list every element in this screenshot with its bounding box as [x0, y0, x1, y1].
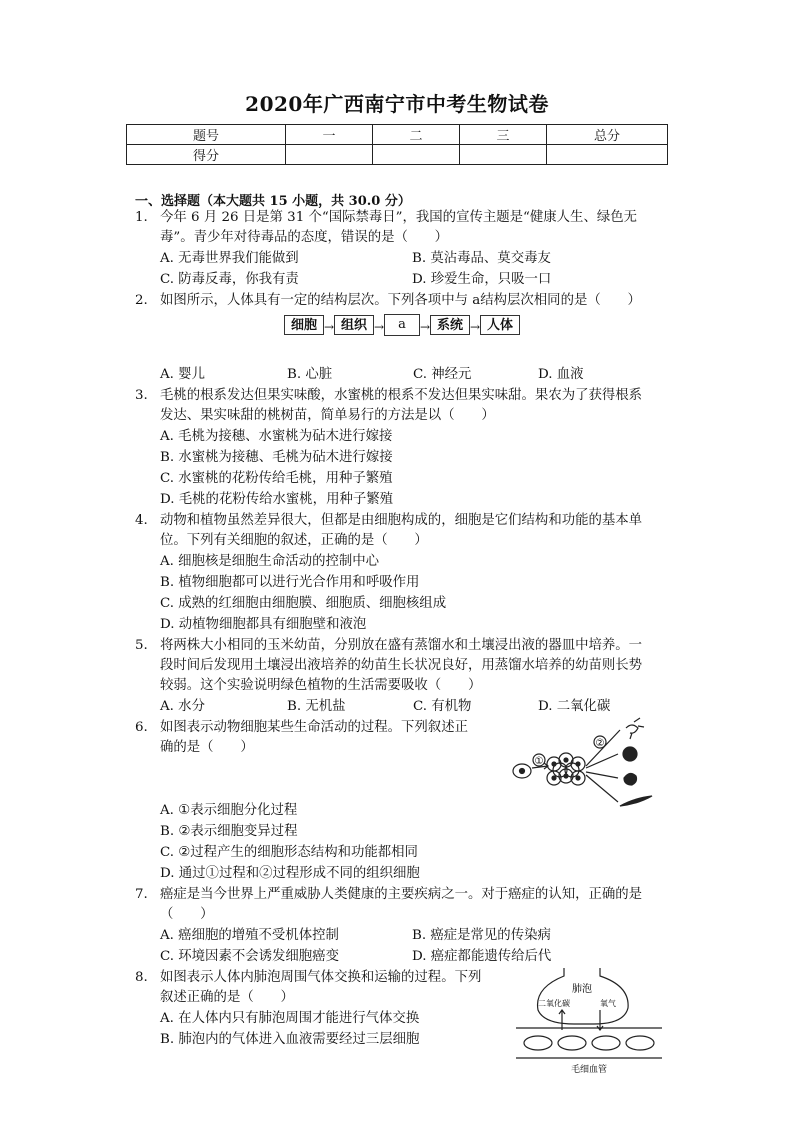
- alveolus-outline: [538, 968, 629, 1024]
- option-b[interactable]: B. 莫沾毒品、莫交毒友: [412, 251, 551, 266]
- option-c[interactable]: C. 神经元: [413, 367, 472, 382]
- table-cell: [373, 145, 460, 165]
- question-number: 3.: [135, 388, 148, 403]
- question-number: 1.: [135, 210, 148, 225]
- option-c[interactable]: C. 成熟的红细胞由细胞膜、细胞质、细胞核组成: [160, 596, 447, 611]
- alveolus-gas-exchange-figure: [514, 966, 664, 1078]
- question-stem: 段时间后发现用土壤浸出液培养的幼苗生长状况良好，用蒸馏水培养的幼苗则长势: [160, 658, 643, 673]
- option-c[interactable]: C. ②过程产生的细胞形态结构和功能都相同: [160, 845, 418, 860]
- option-a[interactable]: A. ①表示细胞分化过程: [160, 803, 298, 818]
- option-a[interactable]: A. 毛桃为接穗、水蜜桃为砧木进行嫁接: [160, 429, 393, 444]
- flow-box: a: [384, 314, 420, 336]
- option-a[interactable]: A. 在人体内只有肺泡周围才能进行气体交换: [160, 1011, 420, 1026]
- question-stem: 癌症是当今世界上严重威胁人类健康的主要疾病之一。对于癌症的认知，正确的是: [160, 887, 643, 902]
- figure-label: 毛细血管: [570, 1065, 608, 1075]
- option-c[interactable]: C. 环境因素不会诱发细胞癌变: [160, 949, 339, 964]
- option-d[interactable]: D. 珍爱生命，只吸一口: [412, 272, 552, 287]
- question-stem: 如图表示人体内肺泡周围气体交换和运输的过程。下列: [160, 970, 482, 985]
- question-number: 5.: [135, 638, 148, 653]
- question-stem: 较弱。这个实验说明绿色植物的生活需要吸收（ ）: [160, 678, 482, 693]
- option-b[interactable]: B. 无机盐: [287, 699, 346, 714]
- question-stem: 毒”。青少年对待毒品的态度，错误的是（ ）: [160, 230, 449, 245]
- table-cell: [547, 145, 668, 165]
- option-b[interactable]: B. 植物细胞都可以进行光合作用和呼吸作用: [160, 575, 420, 590]
- question-number: 7.: [135, 887, 148, 902]
- question-number: 8.: [135, 970, 148, 985]
- option-c[interactable]: C. 有机物: [413, 699, 472, 714]
- section-title: 一、选择题（本大题共 15 小题，共 30.0 分）: [135, 194, 411, 209]
- spindle-cell: [620, 796, 652, 806]
- question-stem: 今年 6 月 26 日是第 31 个“国际禁毒日”，我国的宣传主题是“健康人生、绿色无: [160, 210, 637, 225]
- figure-label: 二氧化碳: [538, 999, 570, 1008]
- figure-label: 肺泡: [572, 984, 592, 995]
- table-row: [127, 145, 668, 165]
- option-d[interactable]: D. 动植物细胞都具有细胞壁和液泡: [160, 617, 367, 632]
- question-number: 4.: [135, 513, 148, 528]
- option-b[interactable]: B. ②表示细胞变异过程: [160, 824, 298, 839]
- table-cell: 二: [373, 125, 460, 145]
- round-cell: [623, 747, 637, 761]
- question-stem: 叙述正确的是（ ）: [160, 990, 294, 1005]
- option-b[interactable]: B. 癌症是常见的传染病: [412, 928, 551, 943]
- red-blood-cell: [558, 1036, 586, 1050]
- option-b[interactable]: B. 水蜜桃为接穗、毛桃为砧木进行嫁接: [160, 450, 393, 465]
- option-a[interactable]: A. 婴儿: [160, 367, 205, 382]
- arrow-right-icon: →: [324, 320, 335, 334]
- figure-label: ②: [595, 738, 605, 749]
- table-cell: 题号: [127, 125, 286, 145]
- question-stem: 将两株大小相同的玉米幼苗，分别放在盛有蒸馏水和土壤浸出液的器皿中培养。一: [160, 638, 643, 653]
- flow-box: 组织: [334, 315, 374, 335]
- option-d[interactable]: D. 血液: [538, 367, 584, 382]
- option-d[interactable]: D. 通过①过程和②过程形成不同的组织细胞: [160, 866, 420, 881]
- flow-box: 系统: [430, 315, 470, 335]
- red-blood-cell: [524, 1036, 552, 1050]
- red-blood-cell: [592, 1036, 620, 1050]
- table-cell: 总分: [547, 125, 668, 145]
- option-a[interactable]: A. 细胞核是细胞生命活动的控制中心: [160, 554, 380, 569]
- flow-box: 细胞: [284, 315, 324, 335]
- arrow-right-icon: →: [420, 320, 431, 334]
- arrow-right-icon: →: [374, 320, 385, 334]
- table-cell: [286, 145, 373, 165]
- question-number: 6.: [135, 720, 148, 735]
- option-d[interactable]: D. 癌症都能遗传给后代: [412, 949, 552, 964]
- figure-label: 氧气: [600, 999, 616, 1008]
- question-stem: （ ）: [160, 907, 214, 922]
- table-cell: [460, 145, 547, 165]
- option-a[interactable]: A. 水分: [160, 699, 205, 714]
- table-cell: 得分: [127, 145, 286, 165]
- score-table: [126, 124, 668, 165]
- page-title: 2020年广西南宁市中考生物试卷: [245, 92, 549, 116]
- question-stem: 位。下列有关细胞的叙述，正确的是（ ）: [160, 533, 428, 548]
- option-b[interactable]: B. 肺泡内的气体进入血液需要经过三层细胞: [160, 1032, 420, 1047]
- option-a[interactable]: A. 无毒世界我们能做到: [160, 251, 299, 266]
- cell-division-differentiation-figure: [508, 716, 668, 816]
- question-stem: 发达、果实味甜的桃树苗，简单易行的方法是以（ ）: [160, 408, 495, 423]
- option-d[interactable]: D. 二氧化碳: [538, 699, 611, 714]
- table-cell: 三: [460, 125, 547, 145]
- option-d[interactable]: D. 毛桃的花粉传给水蜜桃，用种子繁殖: [160, 492, 394, 507]
- figure-label: ①: [534, 756, 544, 767]
- question-number: 2.: [135, 293, 148, 308]
- question-stem: 确的是（ ）: [160, 740, 254, 755]
- question-stem: 毛桃的根系发达但果实味酸，水蜜桃的根系不发达但果实味甜。果农为了获得根系: [160, 388, 643, 403]
- red-blood-cell: [626, 1036, 654, 1050]
- flow-box: 人体: [480, 315, 520, 335]
- cell-cluster: [547, 753, 585, 785]
- option-b[interactable]: B. 心脏: [287, 367, 333, 382]
- option-c[interactable]: C. 水蜜桃的花粉传给毛桃，用种子繁殖: [160, 471, 393, 486]
- question-stem: 如图所示，人体具有一定的结构层次。下列各项中与 a结构层次相同的是（ ）: [160, 293, 641, 308]
- arrow-right-icon: →: [470, 320, 481, 334]
- irregular-cell: [624, 773, 637, 785]
- table-cell: 一: [286, 125, 373, 145]
- table-row: [127, 125, 668, 145]
- neuron-cell: [626, 718, 644, 739]
- option-c[interactable]: C. 防毒反毒，你我有责: [160, 272, 299, 287]
- question-stem: 如图表示动物细胞某些生命活动的过程。下列叙述正: [160, 720, 468, 735]
- question-stem: 动物和植物虽然差异很大，但都是由细胞构成的，细胞是它们结构和功能的基本单: [160, 513, 643, 528]
- option-a[interactable]: A. 癌细胞的增殖不受机体控制: [160, 928, 339, 943]
